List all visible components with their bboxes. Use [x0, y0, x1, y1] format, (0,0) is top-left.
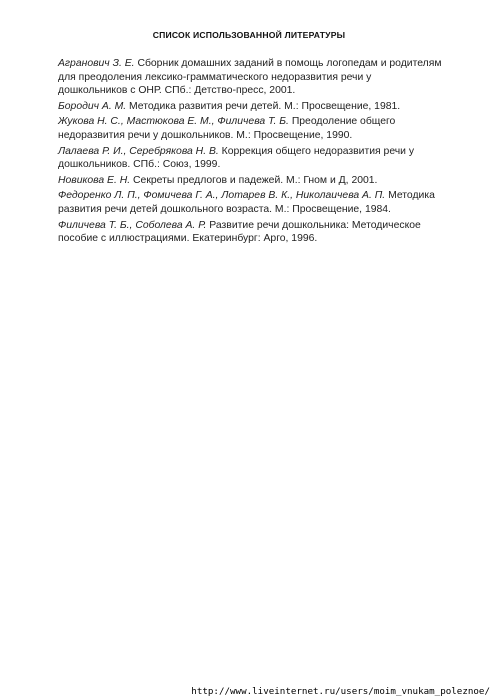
reference-authors: Бородич А. М. [58, 100, 127, 112]
source-url-watermark: http://www.liveinternet.ru/users/moim_vnukam_poleznoe/ [191, 686, 490, 697]
reference-authors: Жукова Н. С., Мастюкова Е. М., Филичева Т. Б. [58, 116, 289, 128]
reference-text: Методика развития речи детей дошкольного возраста. М.: Просвещение, 1984. [58, 190, 435, 215]
reference-text: Секреты предлогов и падежей. М.: Гном и Д, 2001. [133, 174, 378, 186]
reference-text: Методика развития речи детей. М.: Просвещение, 1981. [129, 100, 401, 112]
reference-item [58, 219, 442, 246]
reference-text: Сборник домашних заданий в помощь логопедам и родителям для преодоления лексико-грамматического недоразвития речи у дошкольников с ОНР. СПб.: Детство-пресс, 2001. [58, 58, 442, 97]
reference-item [58, 145, 442, 172]
reference-authors: Лалаева Р. И., Серебрякова Н. В. [58, 145, 219, 157]
reference-text: Развитие речи дошкольника: Методическое пособие с иллюстрациями. Екатеринбург: Арго, 1996. [58, 219, 421, 245]
reference-text: Коррекция общего недоразвития речи у дошкольников. СПб.: Союз, 1999. [58, 145, 415, 171]
reference-text: Преодоление общего недоразвития речи у дошкольников. М.: Просвещение, 1990. [58, 116, 396, 141]
reference-authors: Новикова Е. Н. [58, 174, 131, 186]
reference-item [58, 57, 442, 98]
reference-item [58, 115, 442, 142]
reference-list [58, 57, 442, 248]
page-title: СПИСОК ИСПОЛЬЗОВАННОЙ ЛИТЕРАТУРЫ [152, 30, 346, 40]
reference-authors: Агранович З. Е. [58, 58, 135, 69]
reference-authors: Федоренко Л. П., Фомичева Г. А., Лотарев В. К., Николаичева А. П. [58, 190, 386, 202]
reference-item [58, 100, 442, 114]
reference-item [58, 174, 442, 188]
reference-item [58, 189, 442, 216]
reference-authors: Филичева Т. Б., Соболева А. Р. [58, 219, 207, 231]
